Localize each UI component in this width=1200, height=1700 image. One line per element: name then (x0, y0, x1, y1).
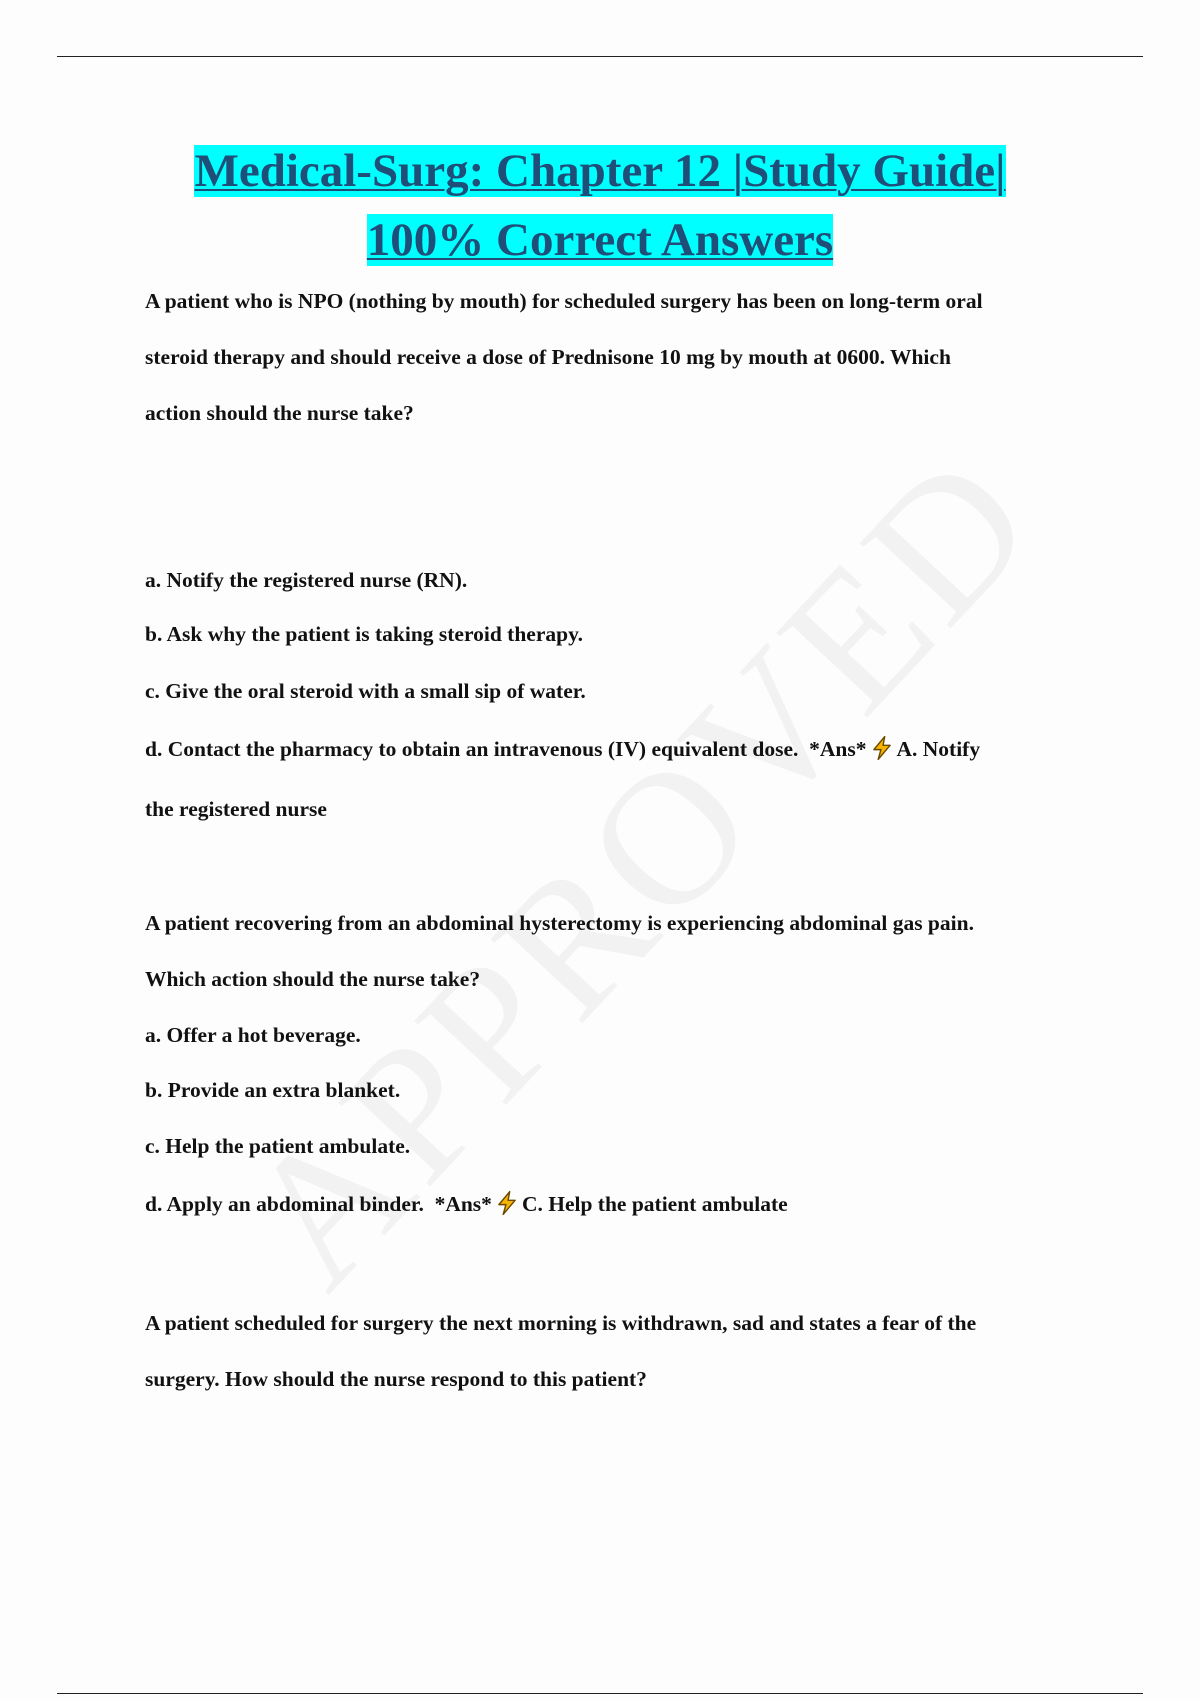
footer-rule (57, 1693, 1143, 1694)
title-line-1: Medical-Surg: Chapter 12 |Study Guide| (194, 145, 1006, 197)
q2-stem-line-1: A patient recovering from an abdominal hysterectomy is experiencing abdominal gas pain. (145, 911, 974, 935)
q1-option-d-line (145, 721, 1095, 777)
q1-answer-continued: the registered nurse (145, 797, 327, 821)
q1-option-a: a. Notify the registered nurse (RN). (145, 568, 468, 592)
q1-stem-line-3: action should the nurse take? (145, 401, 414, 425)
q2-option-b: b. Provide an extra blanket. (145, 1078, 401, 1102)
q2-option-d-line (145, 1176, 1095, 1232)
q1-option-c: c. Give the oral steroid with a small sip of water. (145, 679, 586, 703)
q1-stem-line-2: steroid therapy and should receive a dose of Prednisone 10 mg by mouth at 0600. Which (145, 345, 951, 369)
q3-stem-line-2: surgery. How should the nurse respond to this patient? (145, 1367, 647, 1391)
q2-option-d: d. Apply an abdominal binder. (145, 1192, 424, 1216)
lightning-bolt-icon (494, 1190, 520, 1216)
q3-stem-line-1: A patient scheduled for surgery the next morning is withdrawn, sad and states a fear of the (145, 1311, 977, 1335)
title-line-2: 100% Correct Answers (366, 214, 834, 266)
q2-option-c: c. Help the patient ambulate. (145, 1134, 411, 1158)
q1-answer: A. Notify (896, 737, 981, 761)
q1-option-d: d. Contact the pharmacy to obtain an intravenous (IV) equivalent dose. (145, 737, 799, 761)
q2-answer: C. Help the patient ambulate (521, 1192, 788, 1216)
header-rule (57, 56, 1143, 57)
q2-stem-line-2: Which action should the nurse take? (145, 967, 481, 991)
q1-option-b: b. Ask why the patient is taking steroid therapy. (145, 622, 584, 646)
page-title (0, 142, 1200, 280)
answer-marker: *Ans* (809, 737, 867, 761)
answer-marker: *Ans* (434, 1192, 492, 1216)
q1-stem-line-1: A patient who is NPO (nothing by mouth) for scheduled surgery has been on long-term oral (145, 289, 983, 313)
q2-option-a: a. Offer a hot beverage. (145, 1023, 361, 1047)
lightning-bolt-icon (869, 735, 895, 761)
